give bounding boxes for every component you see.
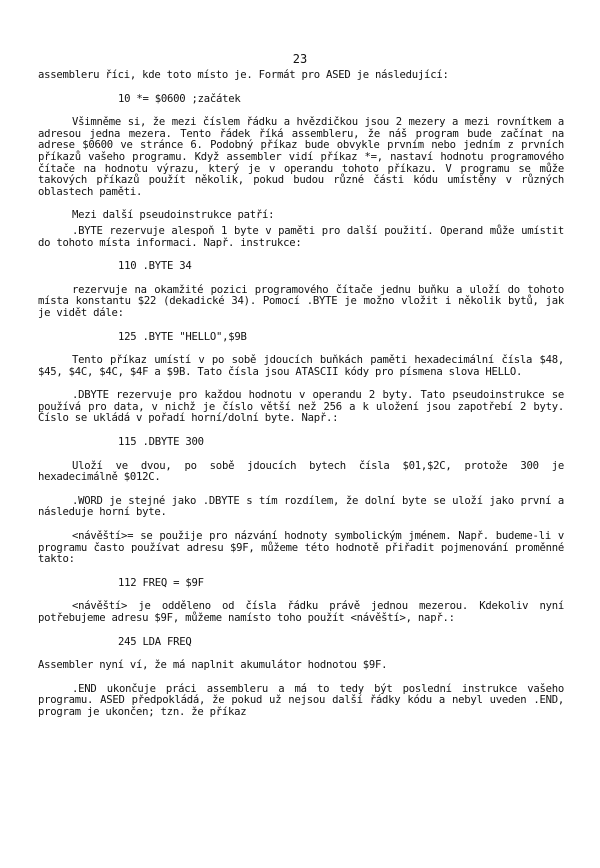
paragraph: .WORD je stejné jako .DBYTE s tím rozdílem, že dolní byte se uloží jako první a následuje horní byte. <box>38 494 564 519</box>
paragraph: assembleru říci, kde toto místo je. Formát pro ASED je následující: <box>38 69 449 81</box>
code-line: 115 .DBYTE 300 <box>118 436 204 449</box>
paragraph: .DBYTE rezervuje pro každou hodnotu v operandu 2 byty. Tato pseudoinstrukce se používá pro data, v nichž je číslo větší než 256 a k uložení jsou zapotřebí 2 byty. Číslo se ukládá v pořadí horní/dolní byte. Např.: <box>38 389 564 425</box>
paragraph: Assembler nyní ví, že má naplnit akumulátor hodnotou $9F. <box>38 659 388 672</box>
paragraph: <návěští> je odděleno od čísla řádku právě jednou mezerou. Kdekoliv nyní potřebujeme adresu $9F, můžeme namísto toho použít <návěští>, např.: <box>38 600 564 624</box>
paragraph: Uloží ve dvou, po sobě jdoucích bytech čísla $01,$2C, protože 300 je hexadecimálně $012C. <box>38 459 564 484</box>
page-body <box>38 70 564 731</box>
paragraph: .BYTE rezervuje alespoň 1 byte v paměti pro další použití. Operand může umístit do tohoto místa informaci. Např. instrukce: <box>38 224 564 249</box>
code-line: 125 .BYTE "HELLO",$9B <box>118 330 247 343</box>
paragraph: Tento příkaz umístí v po sobě jdoucích buňkách paměti hexadecimální čísla $48, $45, $4C, $4C, $4F a $9B. Tato čísla jsou ATASCII kódy pro písmena slova HELLO. <box>38 354 564 378</box>
paragraph: rezervuje na okamžité pozici programového čítače jednu buňku a uloží do tohoto místa konstantu $22 (dekadické 34). Pomocí .BYTE je možno vložit i několik bytů, jak je vidět dále: <box>38 283 564 319</box>
code-line: 245 LDA FREQ <box>118 635 192 648</box>
paragraph: Mezi další pseudoinstrukce patří: <box>72 209 275 222</box>
paragraph: Všimněme si, že mezi číslem řádku a hvězdičkou jsou 2 mezery a mezi rovnítkem a adresou jedna mezera. Tento řádek říká assembleru, že náš program bude začínat na adrese $0600 ve stránce 6. Podobný příkaz bude obvykle prvním nebo jedním z prvních příkazů vašeho programu. Když assembler vidí příkaz *=, nastaví hodnotu programového čítače na hodnotu výrazu, který je v operandu tohoto příkazu. V programu se může takových příkazů použít několik, pokud budou různé části kódu umístěny v různých oblastech paměti. <box>38 116 564 198</box>
paragraph: <návěští>= se použije pro názvání hodnoty symbolickým jménem. Např. budeme-li v programu často používat adresu $9F, můžeme této hodnotě přiřadit pojmenování proměnné takto: <box>38 530 564 566</box>
paragraph: .END ukončuje práci assembleru a má to tedy být poslední instrukce vašeho programu. ASED předpokládá, že pokud už nejsou další řádky kódu a nebyl uveden .END, program je ukončen; tzn. že příkaz <box>38 682 564 718</box>
code-line: 112 FREQ = $9F <box>118 576 204 589</box>
code-line: 10 *= $0600 ;začátek <box>118 92 241 105</box>
code-line: 110 .BYTE 34 <box>118 260 192 273</box>
page-number: 23 <box>292 52 308 66</box>
